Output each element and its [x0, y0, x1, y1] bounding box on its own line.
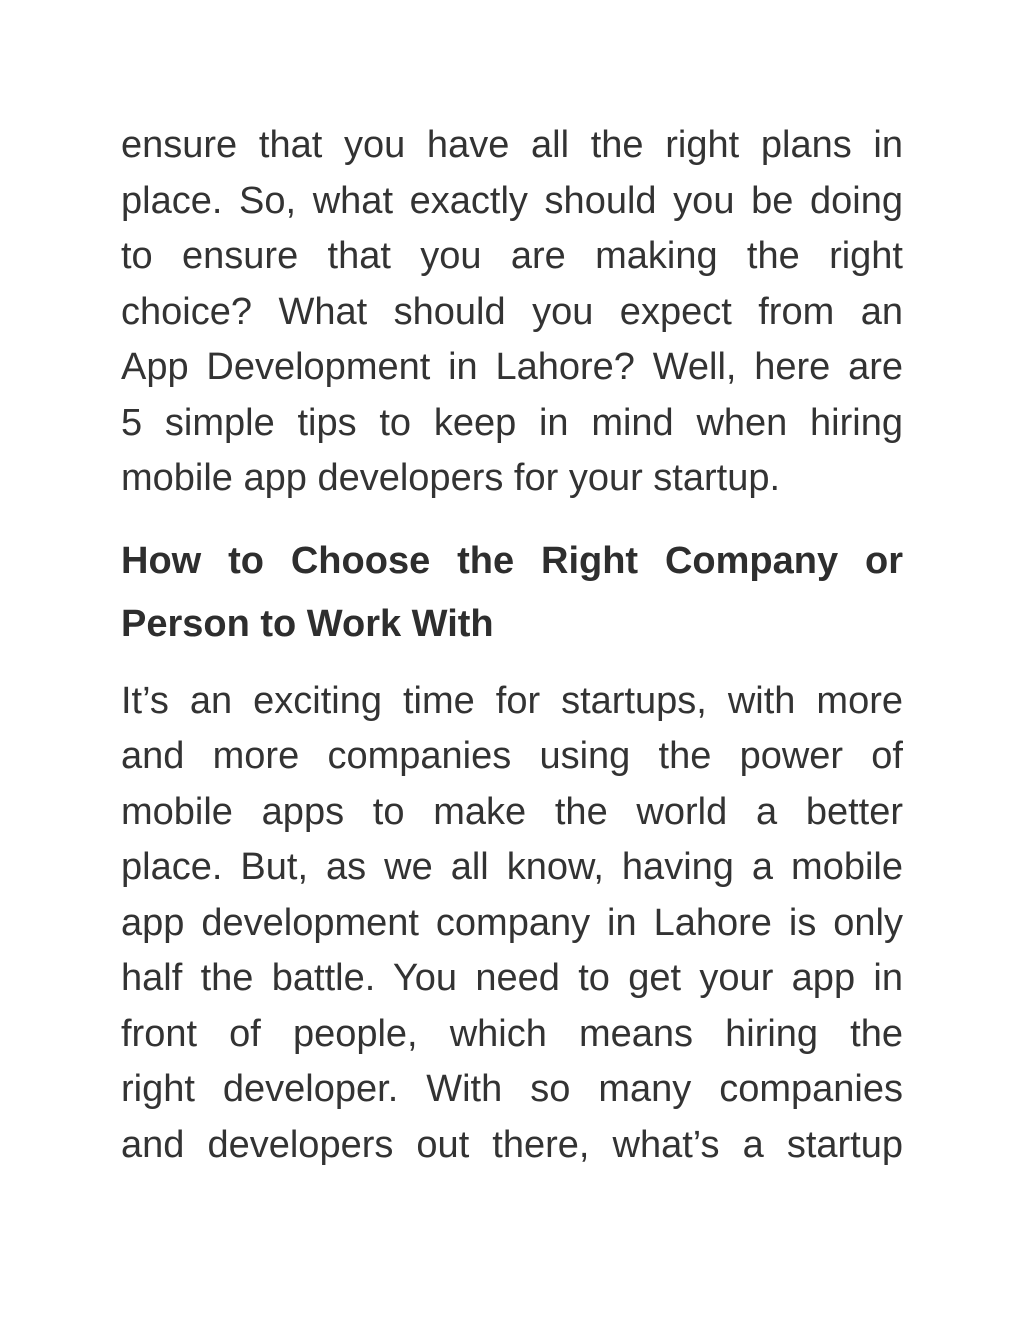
paragraph-line: place. But, as we all know, having a mobile — [121, 846, 903, 888]
paragraph-line: mobile app developers for your startup. — [121, 457, 781, 499]
paragraph-line: ensure that you have all the right plans in — [121, 124, 903, 166]
paragraph-line: mobile apps to make the world a better — [121, 790, 903, 833]
section-heading — [121, 530, 903, 656]
paragraph-line: app development company in Lahore is only — [121, 901, 903, 944]
body-paragraph — [121, 118, 903, 507]
heading-line: Person to Work With — [121, 602, 494, 645]
paragraph-line: and more companies using the power of — [121, 735, 903, 777]
paragraph-line: and developers out there, what’s a startup — [121, 1123, 903, 1166]
paragraph-line: half the battle. You need to get your app in — [121, 957, 903, 999]
heading-line: How to Choose the Right Company or — [121, 539, 903, 582]
paragraph-line: to ensure that you are making the right — [121, 235, 903, 277]
paragraph-line: right developer. With so many companies — [121, 1068, 903, 1110]
paragraph-line: front of people, which means hiring the — [121, 1012, 903, 1055]
body-paragraph — [121, 674, 903, 1174]
paragraph-line: place. So, what exactly should you be doing — [121, 179, 903, 222]
paragraph-line: App Development in Lahore? Well, here are — [121, 346, 903, 388]
paragraph-line: 5 simple tips to keep in mind when hiring — [121, 401, 903, 444]
document-page — [121, 118, 903, 1173]
paragraph-line: It’s an exciting time for startups, with more — [121, 679, 903, 722]
paragraph-line: choice? What should you expect from an — [121, 290, 903, 333]
